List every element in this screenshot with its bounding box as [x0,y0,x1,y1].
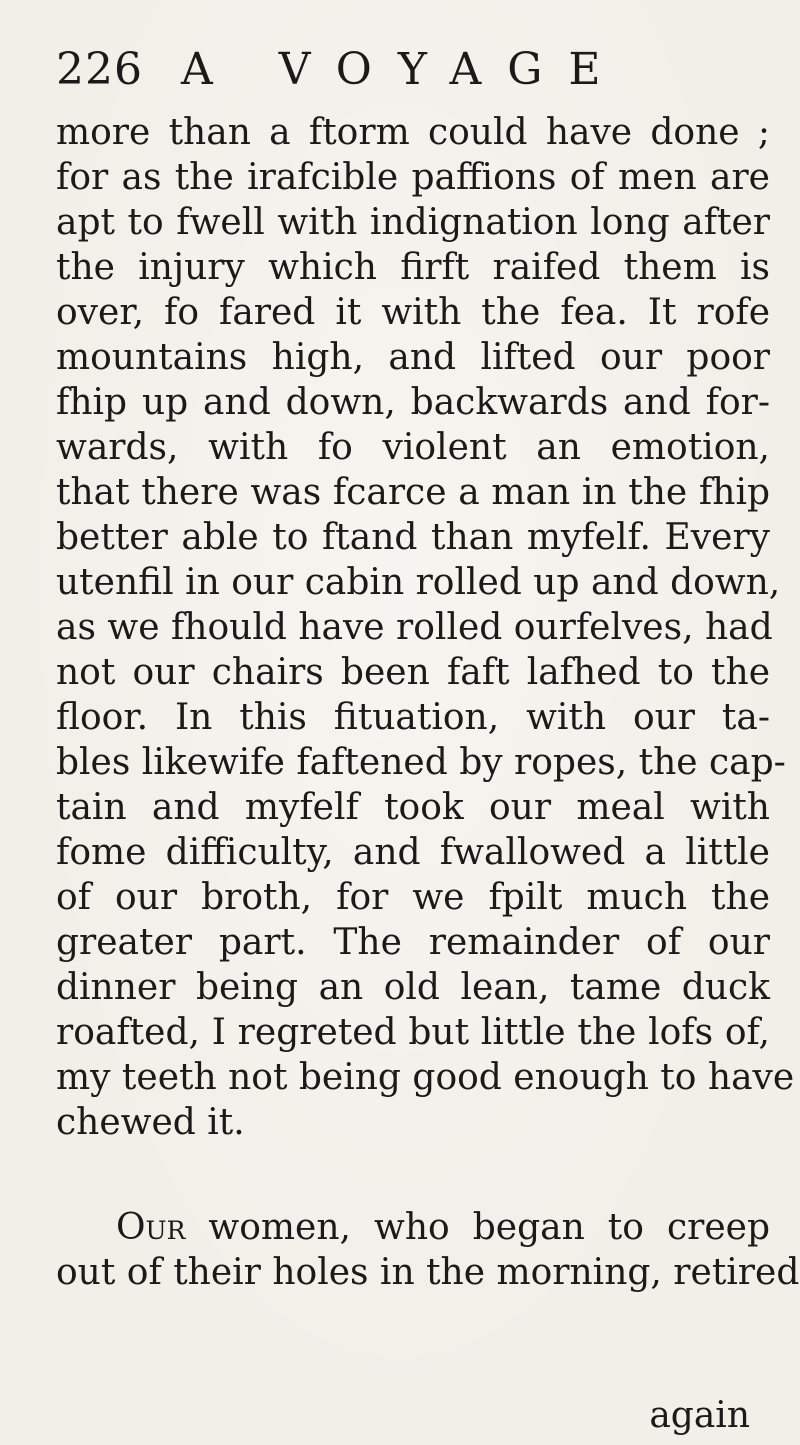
text-line: roafted, I regreted but little the lofs of, [56,1012,770,1053]
text-line: the injury which firft raifed them is [56,247,770,288]
text-line: more than a ftorm could have done ; [56,112,770,153]
text-line: utenfil in our cabin rolled up and down, [56,562,781,603]
page-number: 226 [56,44,143,95]
text-line: over, fo fared it with the fea. It rofe [56,292,770,333]
paragraph-break [56,1145,770,1205]
text-line: better able to ftand than myfelf. Every [56,517,770,558]
text-line: apt to fwell with indignation long after [56,202,770,243]
text-line: as we fhould have rolled ourfelves, had [56,607,773,648]
text-line: my teeth not being good enough to have [56,1057,795,1098]
page-header [56,44,627,104]
text-line: not our chairs been faft lafhed to the [56,652,770,693]
paragraph-opening-word: Our [116,1207,186,1248]
text-line: mountains high, and lifted our poor [56,337,770,378]
text-line: bles likewife faftened by ropes, the cap- [56,742,786,783]
text-line: chewed it. [56,1102,245,1143]
text-line: that there was fcarce a man in the fhip [56,472,770,513]
body-text [56,110,800,1295]
text-line: fhip up and down, backwards and for- [56,382,770,423]
text-line: wards, with fo violent an emotion, [56,427,770,468]
text-line: fome difficulty, and fwallowed a little [56,832,770,873]
text-line: dinner being an old lean, tame duck [56,967,770,1008]
paragraph-2-line-2: out of their holes in the morning, retired [56,1252,800,1293]
catchword: again [649,1395,750,1436]
text-line: tain and myfelf took our meal with [56,787,770,828]
paragraph-2-line-1 [56,1205,770,1250]
text-line: for as the irafcible paffions of men are [56,157,770,198]
text-line: of our broth, for we fpilt much the [56,877,770,918]
running-head: A VOYAGE [180,44,627,95]
text-line: floor. In this fituation, with our ta- [56,697,770,738]
paragraph-2-line-1-rest: women, who began to creep [185,1207,770,1248]
text-line: greater part. The remainder of our [56,922,770,963]
